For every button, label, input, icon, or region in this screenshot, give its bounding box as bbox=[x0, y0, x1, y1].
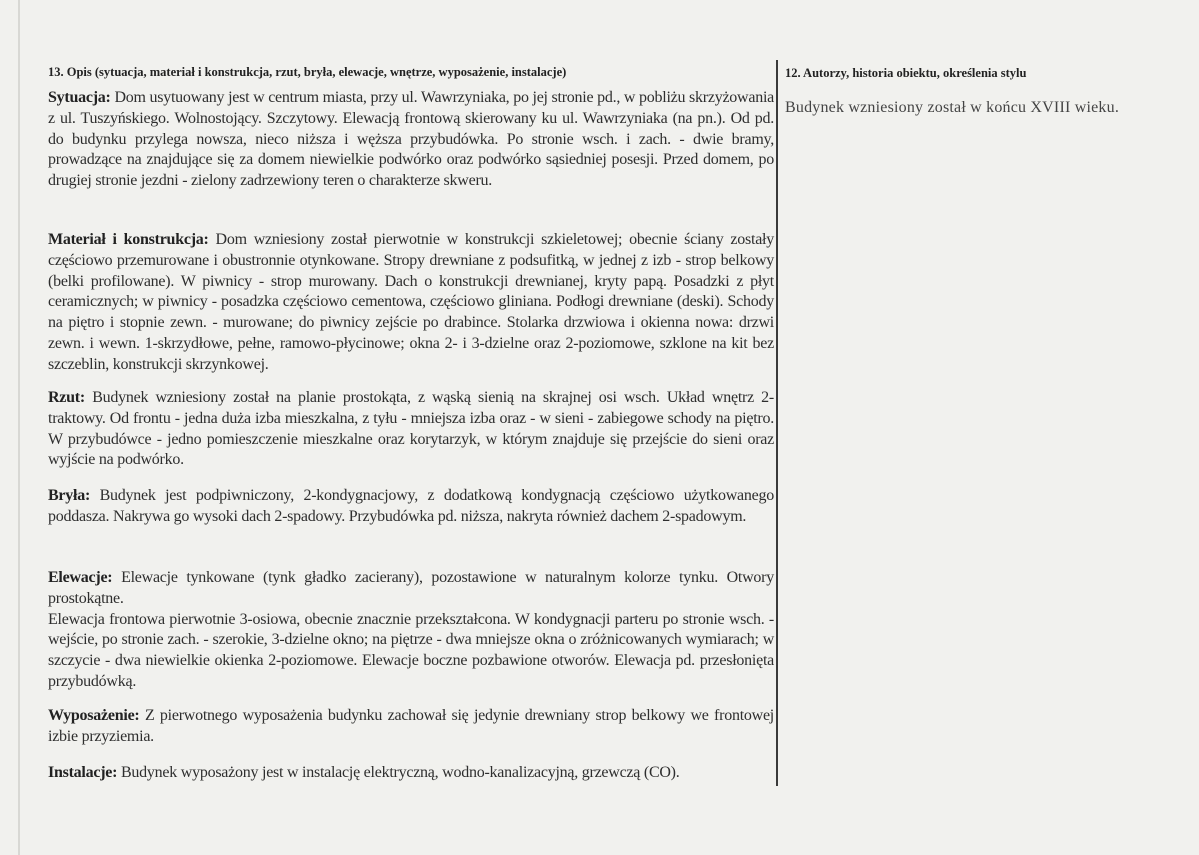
section-text-continued: Elewacja frontowa pierwotnie 3-osiowa, obecnie znacznie przekształcona. W kondygnacji parteru po stronie wsch. - wejście, po stronie zach. - szerokie, 3-dzielne okno; na piętrze - dwa mniejsze okna o zróżnicowanych wymiarach; w szczycie - dwa niewielkie okienka 2-poziomowe. Elewacje boczne pozbawione otworów. Elewacja pd. przesłonięta przybudówką. bbox=[48, 610, 774, 690]
section-plan bbox=[48, 388, 774, 471]
description-heading: 13. Opis (sytuacja, materiał i konstrukcja, rzut, bryła, elewacje, wnętrze, wyposażenie, instalacje) bbox=[48, 65, 567, 79]
section-equipment bbox=[48, 706, 774, 748]
section-text: Elewacje tynkowane (tynk gładko zacierany), pozostawione w naturalnym kolorze tynku. Otwory prostokątne. bbox=[48, 569, 774, 607]
section-label: Materiał i konstrukcja: bbox=[48, 231, 209, 248]
section-label: Bryła: bbox=[48, 487, 91, 504]
history-heading: 12. Autorzy, historia obiektu, określenia stylu bbox=[785, 66, 1027, 80]
section-label: Elewacje: bbox=[48, 569, 113, 586]
section-text: Budynek jest podpiwniczony, 2-kondygnacjowy, z dodatkową kondygnacją częściowo użytkowanego poddasza. Nakrywa go wysoki dach 2-spadowy. Przybudówka pd. niższa, nakryta również dachem 2-spadowym. bbox=[48, 487, 774, 525]
section-material bbox=[48, 230, 774, 376]
scan-edge bbox=[18, 0, 20, 855]
section-mass bbox=[48, 486, 774, 528]
section-text: Dom wzniesiony został pierwotnie w konstrukcji szkieletowej; obecnie ściany zostały częściowo przemurowane i obustronnie otynkowane. Stropy drewniane z podsufitką, w jednej z izb - strop belkowy (belki profilowane). W piwnicy - strop murowany. Dach o konstrukcji drewnianej, kryty papą. Posadzki z płyt ceramicznych; w piwnicy - posadzka częściowo cementowa, częściowo gliniana. Podłogi drewniane (deski). Schody na piętro i stopnie zewn. - murowane; do piwnicy zejście po drabince. Stolarka drzwiowa i okienna nowa: drzwi zewn. i wewn. 1-skrzydłowe, pełne, ramowo-płycinowe; okna 2- i 3-dzielne oraz 2-poziomowe, szklone na kit bez szczeblin, konstrukcji skrzynkowej. bbox=[48, 231, 774, 373]
column-divider bbox=[776, 60, 778, 786]
section-text: Budynek wzniesiony został na planie prostokąta, z wąską sienią na skrajnej osi wsch. Układ wnętrz 2-traktowy. Od frontu - jedna duża izba mieszkalna, z tyłu - mniejsza izba oraz - w sieni - zabiegowe schody na piętro. W przybudówce - jedno pomieszczenie mieszkalne oraz korytarzyk, w którym znajduje się przejście do sieni oraz wyjście na podwórko. bbox=[48, 389, 775, 469]
section-label: Rzut: bbox=[48, 389, 85, 406]
section-text: Dom usytuowany jest w centrum miasta, przy ul. Wawrzyniaka, po jej stronie pd., w pobliżu skrzyżowania z ul. Tuszyńskiego. Wolnostojący. Szczytowy. Elewacją frontową skierowany ku ul. Wawrzyniaka (na pn.). Od pd. do budynku przylega nowsza, nieco niższa i węższa przybudówka. Po stronie wsch. i zach. - dwie bramy, prowadzące na znajdujące się za domem niewielkie podwórko oraz podwórko sąsiedniej posesji. Przed domem, po drugiej stronie jezdni - zielony zadrzewiony teren o charakterze skweru. bbox=[48, 89, 774, 190]
section-installations bbox=[48, 763, 774, 784]
section-label: Instalacje: bbox=[48, 764, 118, 781]
section-label: Wyposażenie: bbox=[48, 707, 140, 724]
section-elevations bbox=[48, 568, 774, 693]
section-label: Sytuacja: bbox=[48, 89, 111, 106]
history-text: Budynek wzniesiony został w końcu XVIII wieku. bbox=[785, 99, 1120, 116]
section-situation bbox=[48, 88, 774, 192]
section-text: Z pierwotnego wyposażenia budynku zachował się jedynie drewniany strop belkowy we frontowej izbie przyziemia. bbox=[48, 707, 775, 745]
section-text: Budynek wyposażony jest w instalację elektryczną, wodno-kanalizacyjną, grzewczą (CO). bbox=[120, 764, 680, 781]
